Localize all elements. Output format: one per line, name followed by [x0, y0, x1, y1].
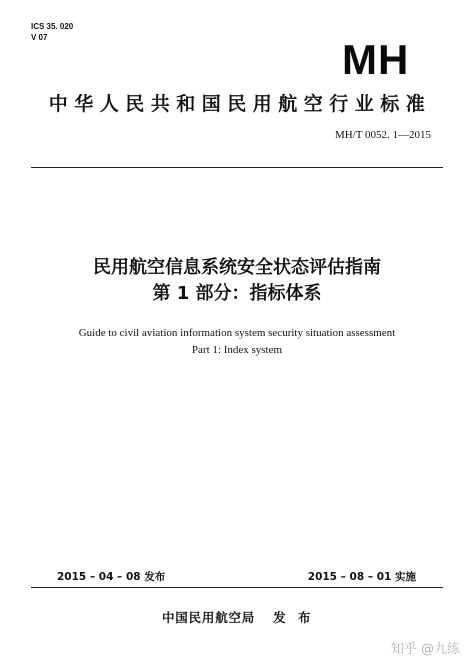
category-code: V 07 [31, 33, 48, 42]
document-title [0, 255, 474, 307]
issue-label: 发 布 [273, 610, 315, 625]
mh-logo: MH [342, 36, 410, 83]
classification-codes [31, 21, 73, 43]
standard-number: MH/T 0052. 1—2015 [334, 129, 431, 141]
title-zh-line-1: 民用航空信息系统安全状态评估指南 [93, 257, 381, 278]
title-en-line-1: Guide to civil aviation information system security situation assessment [78, 327, 396, 339]
issuer-name: 中国民用航空局 [162, 610, 256, 625]
implement-date: 2015 – 08 – 01 实施 [307, 571, 416, 583]
publish-date: 2015 – 04 – 08 发布 [57, 571, 166, 583]
watermark: 知乎 @九练 [390, 642, 460, 657]
ics-code: ICS 35. 020 [31, 22, 74, 31]
title-en-line-2: Part 1: Index system [191, 344, 283, 356]
title-zh-line-2: 第 1 部分：指标体系 [152, 283, 322, 304]
top-divider [31, 167, 443, 168]
issuer-line [162, 610, 314, 626]
english-title [0, 325, 474, 359]
standard-type-title: 中华人民共和国民用航空行业标准 [48, 93, 432, 115]
bottom-divider [31, 587, 443, 588]
